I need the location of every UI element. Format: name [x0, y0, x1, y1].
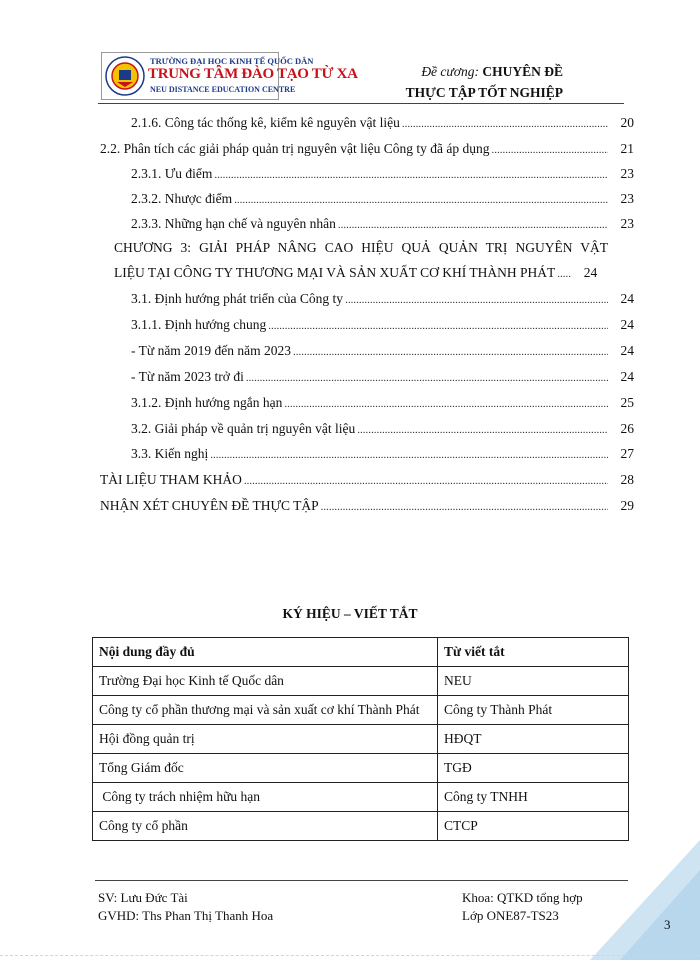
toc-entry-page: 27 — [620, 446, 634, 461]
table-row — [93, 725, 629, 754]
toc-entry — [114, 265, 634, 285]
toc-entry-text: 2.3.1. Ưu điểm — [131, 166, 213, 181]
university-emblem-icon — [105, 56, 145, 96]
toc-entry — [131, 395, 634, 415]
document-title — [406, 61, 563, 103]
toc-leader — [210, 449, 608, 461]
toc-entry-text: 2.3.3. Những hạn chế và nguyên nhân — [131, 216, 336, 231]
table-row — [93, 667, 629, 696]
toc-entry-page: 24 — [620, 291, 634, 306]
toc-chapter-heading: CHƯƠNG 3: GIẢI PHÁP NÂNG CAO HIỆU QUẢ QUẢN TRỊ NGUYÊN VẬT — [114, 240, 608, 255]
toc-entry — [131, 216, 634, 236]
toc-entry-page: 24 — [620, 317, 634, 332]
footer-left — [98, 889, 273, 925]
column-header-abbr: Từ viết tắt — [438, 638, 629, 667]
toc-leader — [492, 144, 608, 156]
toc-entry-text: 3.1.2. Định hướng ngắn hạn — [131, 395, 283, 410]
cell-abbr: TGĐ — [438, 754, 629, 783]
toc-leader — [244, 475, 608, 487]
toc-entry-page: 23 — [620, 216, 634, 231]
toc-entry — [100, 498, 634, 518]
cell-abbr: NEU — [438, 667, 629, 696]
toc-entry-text: - Từ năm 2023 trở đi — [131, 369, 244, 384]
cell-full: Công ty cổ phần — [93, 812, 438, 841]
logo-centre-english: NEU DISTANCE EDUCATION CENTRE — [150, 85, 296, 94]
toc-entry — [131, 166, 634, 186]
toc-leader — [246, 372, 608, 384]
toc-entry-text: 2.1.6. Công tác thống kê, kiểm kê nguyên vật liệu — [131, 115, 400, 130]
toc-entry — [131, 421, 634, 441]
title-bold: CHUYÊN ĐỀ — [482, 64, 563, 79]
corner-decoration — [590, 840, 700, 960]
toc-leader — [557, 268, 571, 280]
toc-leader — [321, 501, 608, 513]
toc-leader — [402, 118, 608, 130]
toc-leader — [234, 194, 608, 206]
toc-entry — [100, 141, 634, 161]
toc-entry — [131, 115, 634, 135]
toc-entry-page: 26 — [620, 421, 634, 436]
title-prefix: Đề cương: — [421, 64, 479, 79]
toc-entry-text: - Từ năm 2019 đến năm 2023 — [131, 343, 292, 358]
toc-entry-page: 23 — [620, 191, 634, 206]
cell-abbr: Công ty TNHH — [438, 783, 629, 812]
cell-full: Công ty cổ phần thương mại và sản xuất cơ khí Thành Phát — [93, 696, 438, 725]
toc-entry-page: 25 — [620, 395, 634, 410]
header-divider — [98, 103, 624, 104]
column-header-full: Nội dung đầy đủ — [93, 638, 438, 667]
toc-entry-text: 3.1. Định hướng phát triển của Công ty — [131, 291, 344, 306]
toc-entry — [131, 446, 634, 466]
toc-leader — [345, 294, 608, 306]
toc-entry — [131, 291, 634, 311]
page-number: 3 — [664, 917, 671, 932]
abbreviations-table — [92, 637, 629, 841]
toc-entry-page: 24 — [620, 343, 634, 358]
toc-leader — [284, 398, 608, 410]
cell-abbr: CTCP — [438, 812, 629, 841]
table-row — [93, 783, 629, 812]
toc-entry-page: 21 — [620, 141, 634, 156]
toc-entry-page: 29 — [620, 498, 634, 513]
toc-entry-text: 3.1.1. Định hướng chung — [131, 317, 267, 332]
toc-entry-page: 28 — [620, 472, 634, 487]
toc-entry-text: NHẬN XÉT CHUYÊN ĐỀ THỰC TẬP — [100, 498, 319, 513]
toc-entry-page: 24 — [620, 369, 634, 384]
cell-abbr: HĐQT — [438, 725, 629, 754]
footer-faculty: Khoa: QTKD tổng hợp — [462, 890, 583, 905]
table-row — [93, 696, 629, 725]
title-line2: THỰC TẬP TỐT NGHIỆP — [405, 85, 563, 100]
toc-entry-text: TÀI LIỆU THAM KHẢO — [100, 472, 242, 487]
toc-entry-page: 20 — [620, 115, 634, 130]
footer-class: Lớp ONE87-TS23 — [462, 908, 559, 923]
cell-full: Tổng Giám đốc — [93, 754, 438, 783]
toc-leader — [268, 320, 608, 332]
cell-full: Công ty trách nhiệm hữu hạn — [93, 783, 438, 812]
toc-leader — [357, 424, 608, 436]
toc-leader — [338, 219, 608, 231]
toc-entry — [100, 472, 634, 492]
toc-entry-text: 3.3. Kiến nghị — [131, 446, 209, 461]
page-bottom-edge — [0, 955, 700, 956]
cell-full: Hội đồng quản trị — [93, 725, 438, 754]
footer-right — [462, 889, 583, 925]
toc-entry-text: LIỆU TẠI CÔNG TY THƯƠNG MẠI VÀ SẢN XUẤT CƠ KHÍ THÀNH PHÁT — [114, 265, 556, 280]
logo-centre-name: TRUNG TÂM ĐÀO TẠO TỪ XA — [148, 66, 358, 82]
toc-entry — [131, 317, 634, 337]
logo — [101, 52, 358, 100]
toc-entry-text: 2.3.2. Nhược điểm — [131, 191, 233, 206]
toc-leader — [214, 169, 608, 181]
toc-entry-page: 23 — [620, 166, 634, 181]
cell-full: Trường Đại học Kinh tế Quốc dân — [93, 667, 438, 696]
toc-entry-text: 3.2. Giải pháp về quản trị nguyên vật liệu — [131, 421, 356, 436]
toc-entry-page: 24 — [583, 265, 598, 280]
toc-entry — [131, 369, 634, 389]
abbreviations-title: KÝ HIỆU – VIẾT TẮT — [282, 606, 418, 621]
footer-divider — [95, 880, 628, 881]
toc-entry — [131, 343, 634, 363]
footer-student: SV: Lưu Đức Tài — [98, 890, 188, 905]
table-row — [93, 812, 629, 841]
toc-entry — [131, 191, 634, 211]
cell-abbr: Công ty Thành Phát — [438, 696, 629, 725]
logo-university-name: TRƯỜNG ĐẠI HỌC KINH TẾ QUỐC DÂN — [150, 56, 314, 66]
toc-leader — [293, 346, 608, 358]
footer-advisor: GVHD: Ths Phan Thị Thanh Hoa — [98, 908, 274, 923]
toc-entry-text: 2.2. Phân tích các giải pháp quản trị nguyên vật liệu Công ty đã áp dụng — [100, 141, 490, 156]
table-header-row — [93, 638, 629, 667]
table-row — [93, 754, 629, 783]
